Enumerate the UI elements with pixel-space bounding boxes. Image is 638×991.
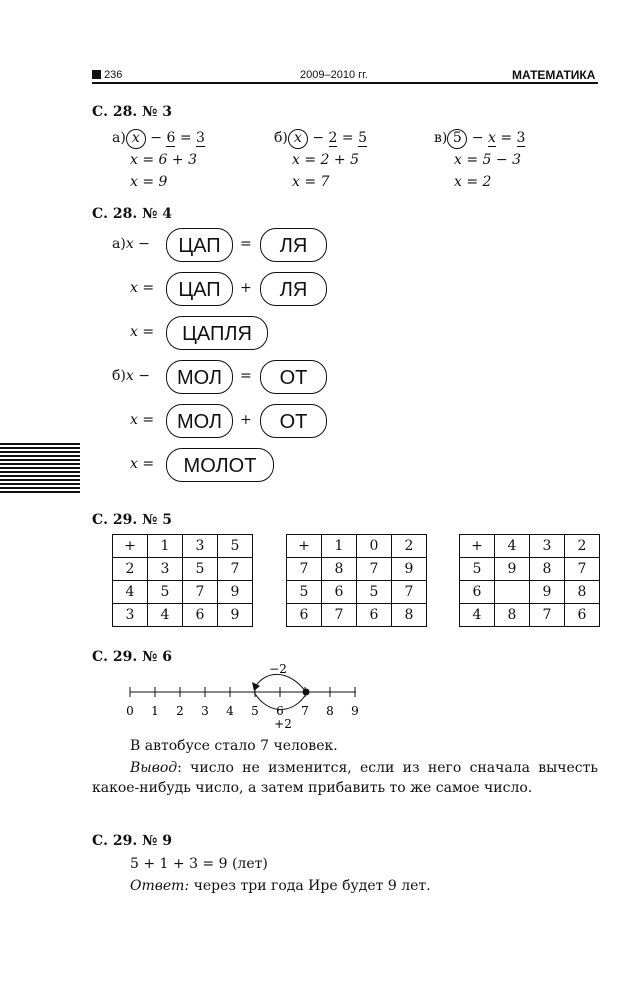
word-pill-tsap: ЦАП xyxy=(166,228,233,262)
task9-answer xyxy=(130,878,431,894)
underlined-number: 2 xyxy=(328,130,338,146)
task4-b2-prefix xyxy=(130,412,154,428)
table-cell: 6 xyxy=(460,581,495,604)
table-cell: + xyxy=(287,535,322,558)
addition-table-3 xyxy=(459,534,600,627)
point-seven-dot xyxy=(303,689,310,696)
word-pill-mol: МОЛ xyxy=(166,404,233,438)
task3-v-equation xyxy=(434,129,525,149)
table-row xyxy=(113,558,253,581)
task3-v-line3: x = 2 xyxy=(454,174,492,190)
answer-text: через три года Ире будет 9 лет. xyxy=(189,878,431,894)
header-rule xyxy=(92,82,598,84)
equals-sign: = xyxy=(179,130,192,146)
task3-b-line2: x = 2 + 5 xyxy=(292,152,359,168)
page-number xyxy=(92,69,122,81)
table-cell: + xyxy=(113,535,148,558)
circled-x: x xyxy=(126,129,146,149)
equals-sign: = xyxy=(240,236,252,252)
word-pill-ot: ОТ xyxy=(260,360,327,394)
conclusion-label: Вывод xyxy=(130,760,178,776)
table-cell: 4 xyxy=(113,581,148,604)
label-a: а) xyxy=(112,236,126,252)
table-cell: 0 xyxy=(357,535,392,558)
table-cell: 7 xyxy=(218,558,253,581)
table-cell: 5 xyxy=(183,558,218,581)
task3-a-equation xyxy=(112,129,205,149)
table-row xyxy=(113,604,253,627)
table-row xyxy=(287,581,427,604)
task3-a-line2: x = 6 + 3 xyxy=(130,152,197,168)
minus-sign: − xyxy=(138,236,150,252)
addition-table-2 xyxy=(286,534,427,627)
table-cell: 7 xyxy=(530,604,565,627)
table-cell: 5 xyxy=(357,581,392,604)
section-title-29-9: С. 29. № 9 xyxy=(92,833,172,849)
table-cell: 6 xyxy=(565,604,600,627)
table-cell: 9 xyxy=(530,581,565,604)
table-cell: 8 xyxy=(530,558,565,581)
table-row xyxy=(287,604,427,627)
table-cell: 5 xyxy=(287,581,322,604)
task3-b-label: б) xyxy=(274,130,288,146)
label-b: б) xyxy=(112,368,126,384)
table-cell: 8 xyxy=(565,581,600,604)
task3-v-line2: x = 5 − 3 xyxy=(454,152,521,168)
table-cell: 8 xyxy=(322,558,357,581)
section-title-28-3: С. 28. № 3 xyxy=(92,104,172,120)
bus-sentence: В автобусе стало 7 человек. xyxy=(130,738,338,754)
number-line-tick-label: 3 xyxy=(201,704,209,718)
table-cell: 9 xyxy=(218,604,253,627)
task4-a2-prefix xyxy=(130,280,154,296)
number-line-tick-label: 6 xyxy=(276,704,284,718)
number-line-tick-label: 5 xyxy=(251,704,259,718)
word-pill-molot: МОЛОТ xyxy=(166,448,274,482)
table-cell: 3 xyxy=(183,535,218,558)
table-cell: 8 xyxy=(495,604,530,627)
task3-b-line3: x = 7 xyxy=(292,174,330,190)
table-row xyxy=(460,581,600,604)
table-cell: 2 xyxy=(565,535,600,558)
var-x: x xyxy=(130,280,138,296)
var-x: x xyxy=(130,324,138,340)
table-cell: 7 xyxy=(357,558,392,581)
word-pill-lya: ЛЯ xyxy=(260,228,327,262)
equals-sign: = xyxy=(341,130,354,146)
table-cell: 8 xyxy=(392,604,427,627)
task3-b-equation xyxy=(274,129,367,149)
task3-a-line3: x = 9 xyxy=(130,174,168,190)
circled-number: 5 xyxy=(447,129,467,149)
word-pill-lya: ЛЯ xyxy=(260,272,327,306)
task3-v-label: в) xyxy=(434,130,448,146)
word-pill-mol: МОЛ xyxy=(166,360,233,394)
table-cell: 2 xyxy=(113,558,148,581)
number-line-tick-label: 0 xyxy=(126,704,134,718)
table-cell: 7 xyxy=(287,558,322,581)
table-cell: 3 xyxy=(113,604,148,627)
table-row xyxy=(113,581,253,604)
word-pill-tsaplya: ЦАПЛЯ xyxy=(166,316,268,350)
minus-sign: − xyxy=(150,130,162,146)
table-cell: 7 xyxy=(392,581,427,604)
var-x: x xyxy=(125,368,134,384)
section-title-29-5: С. 29. № 5 xyxy=(92,512,172,528)
table-cell: 1 xyxy=(322,535,357,558)
table-cell: 3 xyxy=(148,558,183,581)
table-cell: 2 xyxy=(392,535,427,558)
table-cell: 6 xyxy=(322,581,357,604)
table-cell xyxy=(495,581,530,604)
number-line-tick-label: 1 xyxy=(151,704,159,718)
table-cell: 4 xyxy=(495,535,530,558)
word-pill-ot: ОТ xyxy=(260,404,327,438)
var-x: x xyxy=(130,412,138,428)
table-row xyxy=(113,535,253,558)
table-cell: 6 xyxy=(287,604,322,627)
task4-b-label xyxy=(112,368,150,384)
number-line-tick-label: 4 xyxy=(226,704,234,718)
number-line-tick-label: 9 xyxy=(351,704,359,718)
circled-x: x xyxy=(288,129,308,149)
side-stripes xyxy=(0,443,80,495)
table-cell: 7 xyxy=(183,581,218,604)
table-cell: 3 xyxy=(530,535,565,558)
table-cell: 9 xyxy=(392,558,427,581)
number-line-tick-label: 2 xyxy=(176,704,184,718)
table-row xyxy=(460,558,600,581)
table-cell: 6 xyxy=(183,604,218,627)
underlined-number: 3 xyxy=(196,130,205,146)
table-cell: 4 xyxy=(148,604,183,627)
section-title-29-6: С. 29. № 6 xyxy=(92,649,172,665)
plus-sign: + xyxy=(240,280,252,296)
equals-sign: = xyxy=(142,280,155,296)
table-cell: 5 xyxy=(460,558,495,581)
number-line-tick-label: 8 xyxy=(326,704,334,718)
table-cell: 5 xyxy=(218,535,253,558)
task4-a3-prefix xyxy=(130,324,154,340)
answer-label: Ответ: xyxy=(130,878,190,894)
table-cell: 9 xyxy=(218,581,253,604)
task9-equation: 5 + 1 + 3 = 9 (лет) xyxy=(130,856,268,872)
var-x: x xyxy=(130,456,138,472)
equals-sign: = xyxy=(500,130,513,146)
underlined-number: 5 xyxy=(358,130,368,146)
equals-sign: = xyxy=(142,456,155,472)
task4-a-label xyxy=(112,236,150,252)
task4-b3-prefix xyxy=(130,456,154,472)
table-cell: 4 xyxy=(460,604,495,627)
arrowhead-icon xyxy=(252,682,260,691)
table-cell: + xyxy=(460,535,495,558)
table-row xyxy=(460,535,600,558)
table-row xyxy=(460,604,600,627)
table-row xyxy=(287,558,427,581)
table-cell: 7 xyxy=(322,604,357,627)
plus-sign: + xyxy=(240,412,252,428)
table-row xyxy=(287,535,427,558)
equals-sign: = xyxy=(142,412,155,428)
conclusion-text: : число не изменится, если из него сначала вычесть какое-нибудь число, а затем прибавить то же самое число. xyxy=(92,760,598,796)
var-x: x xyxy=(125,236,134,252)
word-pill-tsap: ЦАП xyxy=(166,272,233,306)
minus-sign: − xyxy=(138,368,150,384)
underlined-number: 6 xyxy=(166,130,176,146)
table-cell: 7 xyxy=(565,558,600,581)
minus-sign: − xyxy=(471,130,484,146)
square-marker-icon xyxy=(92,70,101,79)
number-line xyxy=(118,658,378,738)
number-line-tick-label: 7 xyxy=(301,704,309,718)
table-cell: 9 xyxy=(495,558,530,581)
conclusion-paragraph xyxy=(92,758,598,798)
plus-two-label: +2 xyxy=(274,717,292,731)
table-cell: 6 xyxy=(357,604,392,627)
header-years: 2009–2010 гг. xyxy=(300,69,368,81)
task3-a-label: а) xyxy=(112,130,126,146)
page-number-text: 236 xyxy=(104,69,123,81)
equals-sign: = xyxy=(240,368,252,384)
addition-table-1 xyxy=(112,534,253,627)
underlined-x: x xyxy=(487,130,496,146)
underlined-number: 3 xyxy=(516,130,526,146)
header-subject: МАТЕМАТИКА xyxy=(512,68,596,82)
minus-two-label: −2 xyxy=(269,662,287,676)
minus-sign: − xyxy=(312,130,325,146)
section-title-28-4: С. 28. № 4 xyxy=(92,206,172,222)
table-cell: 1 xyxy=(148,535,183,558)
equals-sign: = xyxy=(142,324,155,340)
table-cell: 5 xyxy=(148,581,183,604)
